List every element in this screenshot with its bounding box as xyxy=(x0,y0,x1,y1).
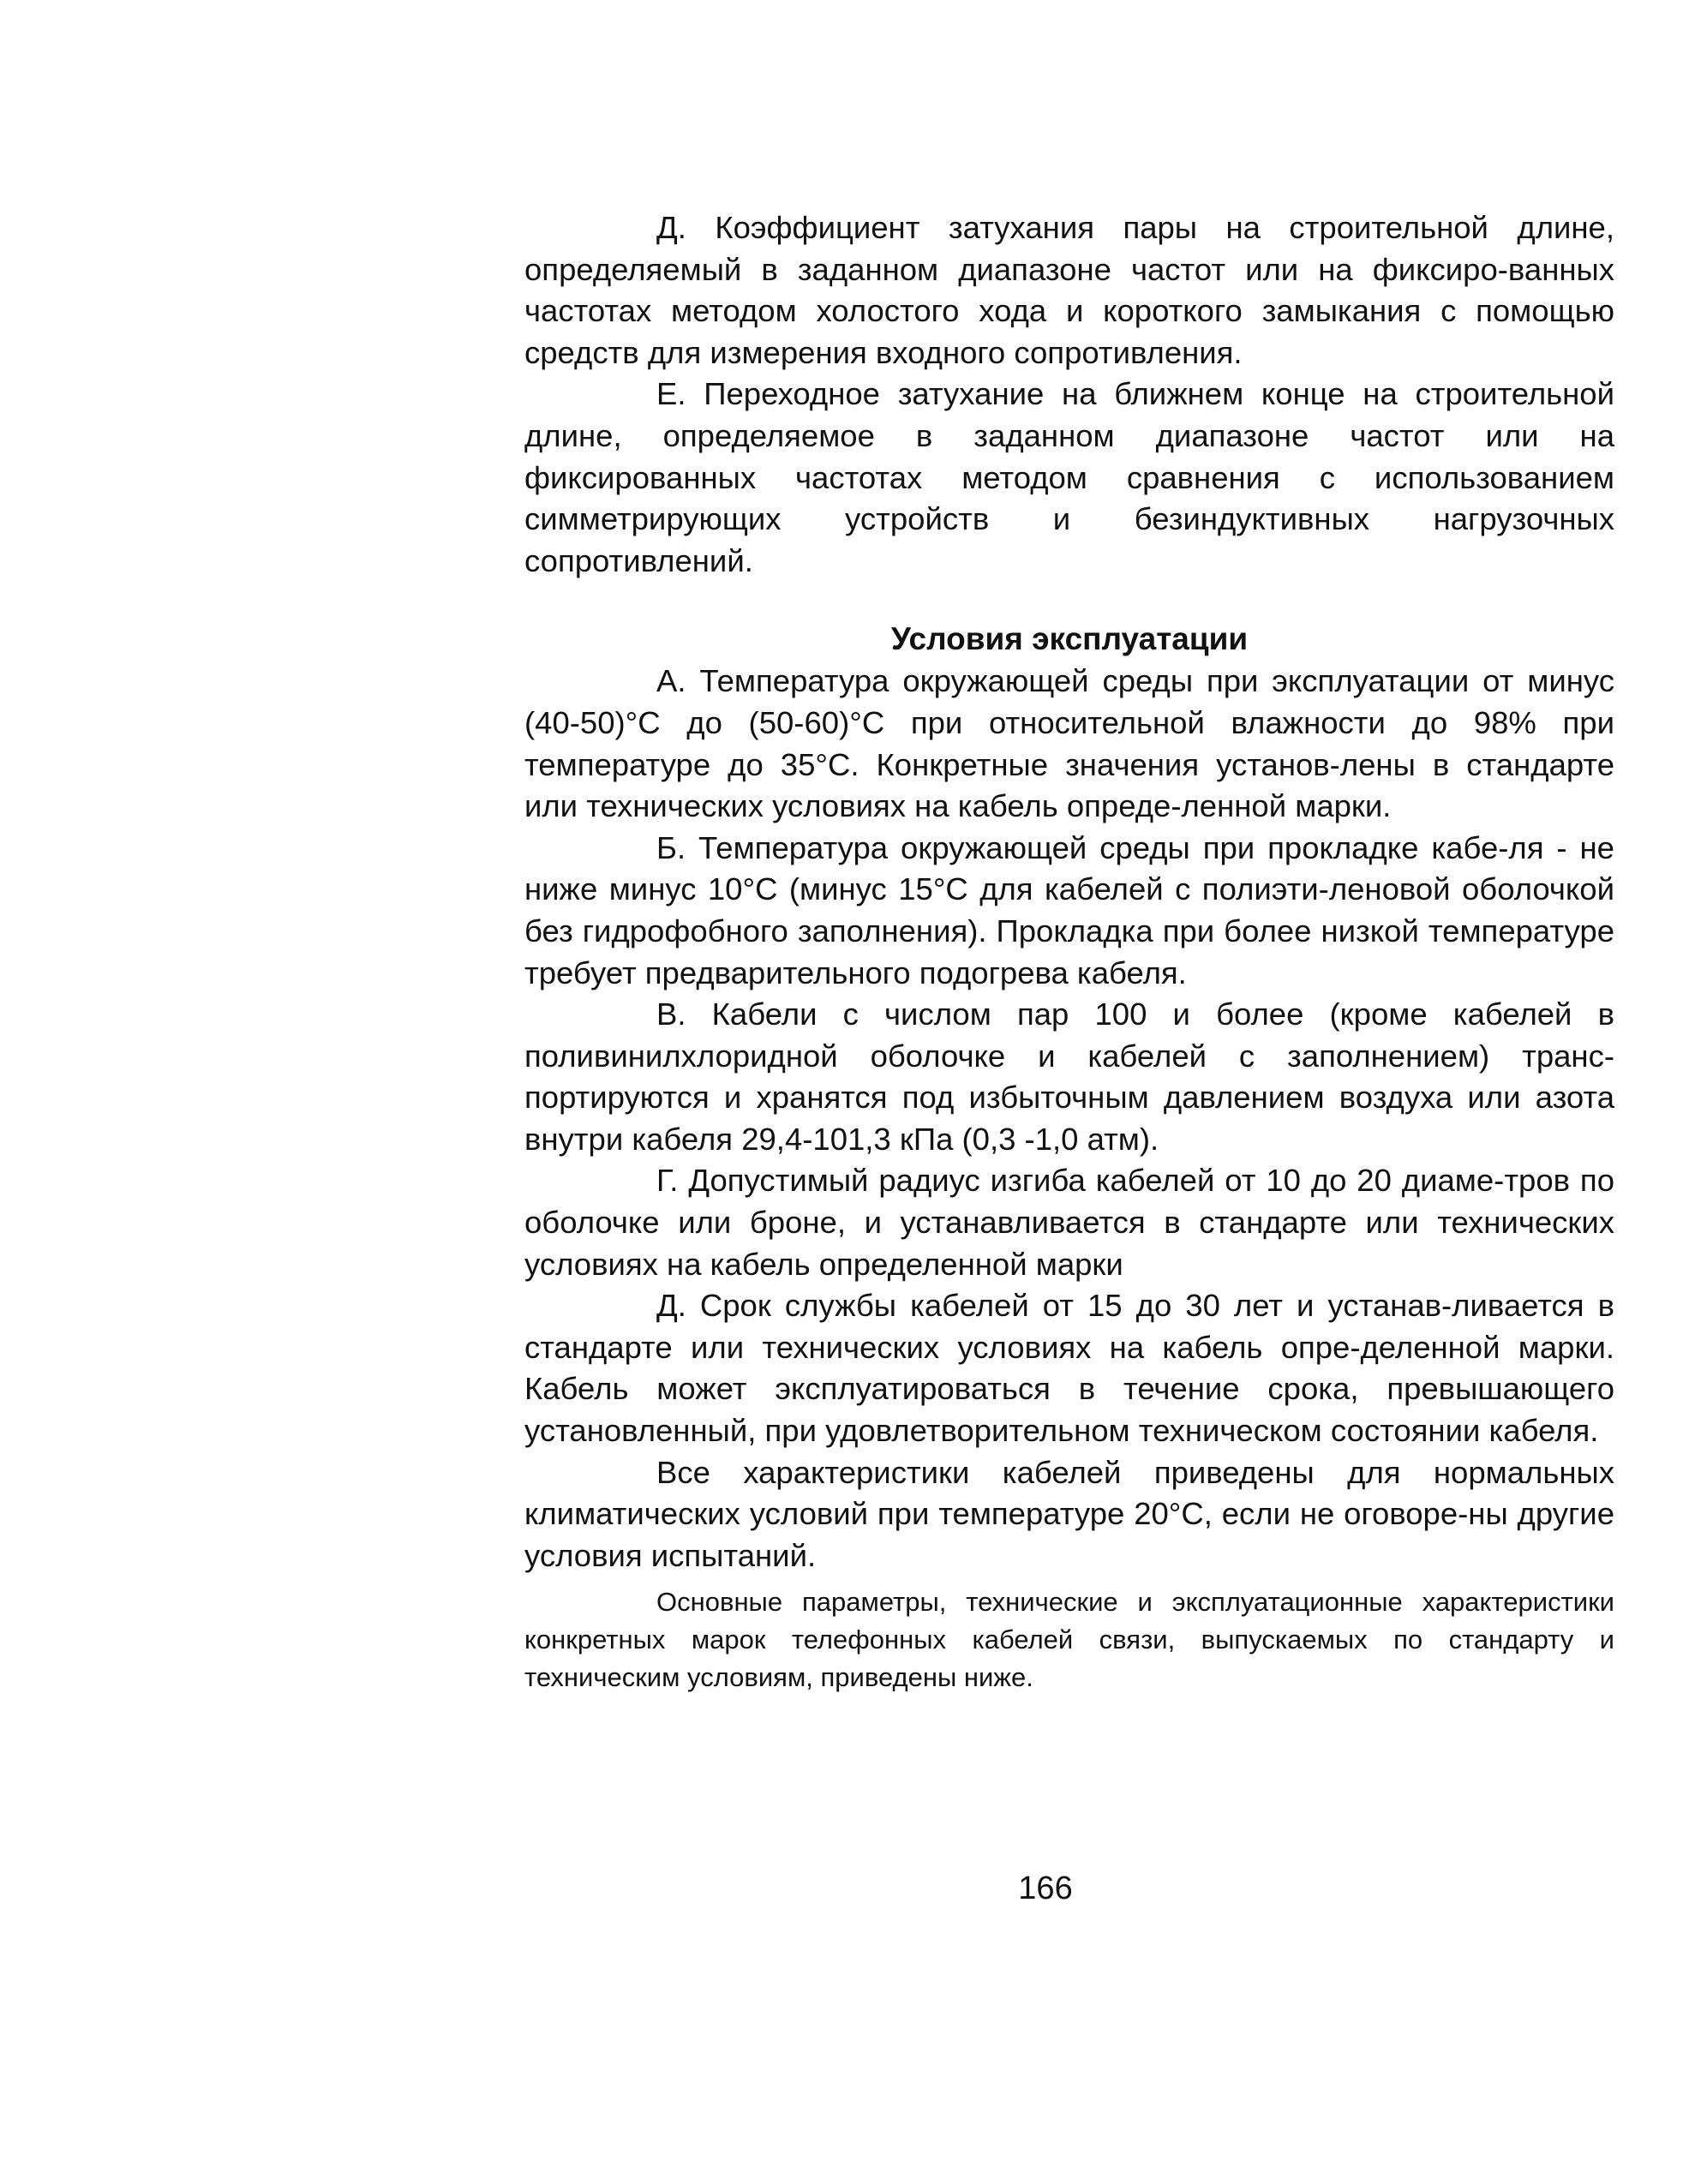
paragraph-normal-conditions: Все характеристики кабелей приведены для нормальных климатических условий при температуре 20°С, если не оговоре-ны другие условия испытаний. xyxy=(524,1454,1614,1573)
paragraph-attenuation-coefficient: Д. Коэффициент затухания пары на строительной длине, определяемый в заданном диапазоне частот или на фиксиро-ванных частотах методом холостого хода и короткого замыкания с помощью средств для измерения входного сопротивления. xyxy=(524,210,1614,370)
paragraph-operating-temperature: А. Температура окружающей среды при эксплуатации от минус (40-50)°С до (50-60)°С при относительной влажности до 98% при температуре до 35°С. Конкретные значения установ-лены в стандарте или технических условиях на кабель опреде-ленной марки. xyxy=(524,663,1614,824)
paragraph-transport-storage: В. Кабели с числом пар 100 и более (кроме кабелей в поливинилхлоридной оболочке и кабелей с заполнением) транс-портируются и хранятся под избыточным давлением воздуха или азота внутри кабеля 29,4-101,3 кПа (0,3 -1,0 атм). xyxy=(524,996,1614,1157)
page-number: 166 xyxy=(1018,1870,1073,1906)
paragraph-service-life: Д. Срок службы кабелей от 15 до 30 лет и устанав-ливается в стандарте или технических условиях на кабель опре-деленной марки. Кабель может эксплуатироваться в течение срока, превышающего установленный, при удовлетворительном техническом состоянии кабеля. xyxy=(524,1288,1614,1449)
section-heading: Условия эксплуатации xyxy=(890,621,1249,657)
paragraph-crosstalk-attenuation: Е. Переходное затухание на ближнем конце на строительной длине, определяемое в заданном диапазоне частот или на фиксированных частотах методом сравнения с использованием симметрирующих устройств и безиндуктивных нагрузочных сопротивлений. xyxy=(524,376,1614,578)
paragraph-laying-temperature: Б. Температура окружающей среды при прокладке кабе-ля - не ниже минус 10°С (минус 15°С для кабелей с полиэти-леновой оболочкой без гидрофобного заполнения). Прокладка при более низкой температуре требует предварительного подогрева кабеля. xyxy=(524,829,1614,990)
text-block xyxy=(524,207,1614,1696)
paragraph-bending-radius: Г. Допустимый радиус изгиба кабелей от 10 до 20 диаме-тров по оболочке или броне, и устанавливается в стандарте или технических условиях на кабель определенной марки xyxy=(524,1163,1614,1282)
paragraph-closing-note: Основные параметры, технические и эксплуатационные характеристики конкретных марок телефонных кабелей связи, выпускаемых по стандарту и техническим условиям, приведены ниже. xyxy=(524,1587,1614,1693)
